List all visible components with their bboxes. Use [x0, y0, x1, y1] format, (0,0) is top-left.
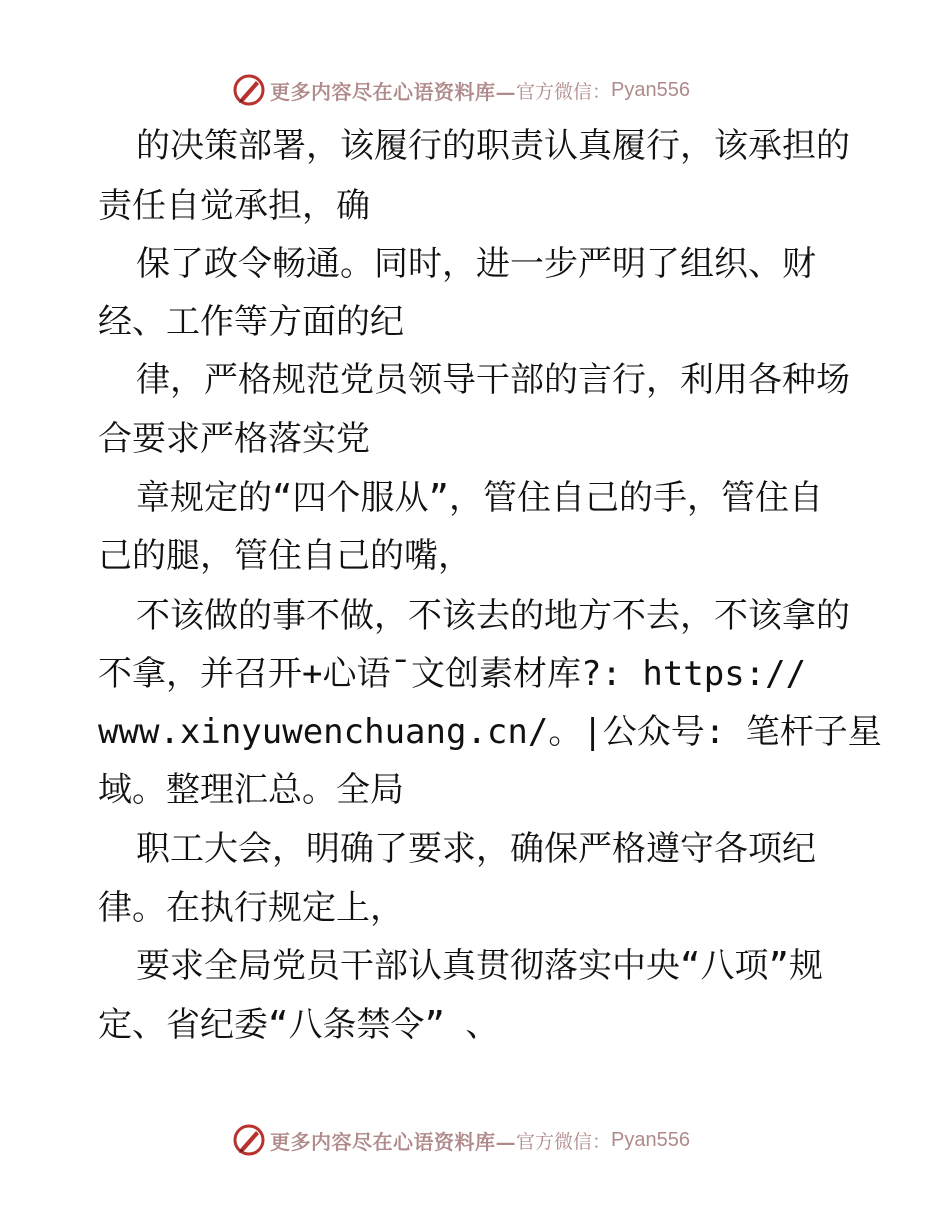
text-line: 律，严格规范党员领导干部的言行，利用各种场 [136, 360, 850, 400]
footer-wechat-label: 官方微信： [516, 1130, 612, 1153]
text-line: 责任自觉承担，确 [98, 186, 370, 226]
text-line: 的决策部署，该履行的职责认真履行，该承担的 [136, 126, 850, 166]
footer-banner-text: 更多内容尽在心语资料库— [270, 1129, 516, 1154]
text-line: 职工大会，明确了要求，确保严格遵守各项纪 [136, 829, 816, 869]
text-line: www.xinyuwenchuang.cn/。|公众号: 笔杆子星 [98, 712, 882, 752]
text-line: 不拿，并召开+心语¯文创素材库?: https:// [98, 654, 807, 694]
pen-logo-icon [232, 1123, 266, 1157]
pen-logo-icon [232, 73, 266, 107]
text-line: 保了政令畅通。同时，进一步严明了组织、财 [136, 244, 816, 284]
footer-banner [232, 1120, 690, 1160]
header-banner-text: 更多内容尽在心语资料库— [270, 79, 516, 104]
header-wechat-id: Pyan556 [611, 78, 690, 101]
text-line: 合要求严格落实党 [98, 419, 370, 459]
text-line: 域。整理汇总。全局 [98, 770, 404, 810]
text-line: 律。在执行规定上， [98, 888, 404, 928]
footer-wechat-id: Pyan556 [611, 1128, 690, 1151]
header-wechat-label: 官方微信： [516, 80, 612, 103]
header-banner [232, 70, 690, 110]
text-line: 己的腿，管住自己的嘴， [98, 536, 472, 576]
text-line: 经、工作等方面的纪 [98, 302, 404, 342]
text-line: 要求全局党员干部认真贯彻落实中央“八项”规 [136, 946, 823, 986]
text-line: 定、省纪委“八条禁令” 、 [98, 1005, 500, 1045]
text-line: 章规定的“四个服从”，管住自己的手，管住自 [136, 478, 823, 518]
text-line: 不该做的事不做，不该去的地方不去，不该拿的 [136, 596, 850, 636]
